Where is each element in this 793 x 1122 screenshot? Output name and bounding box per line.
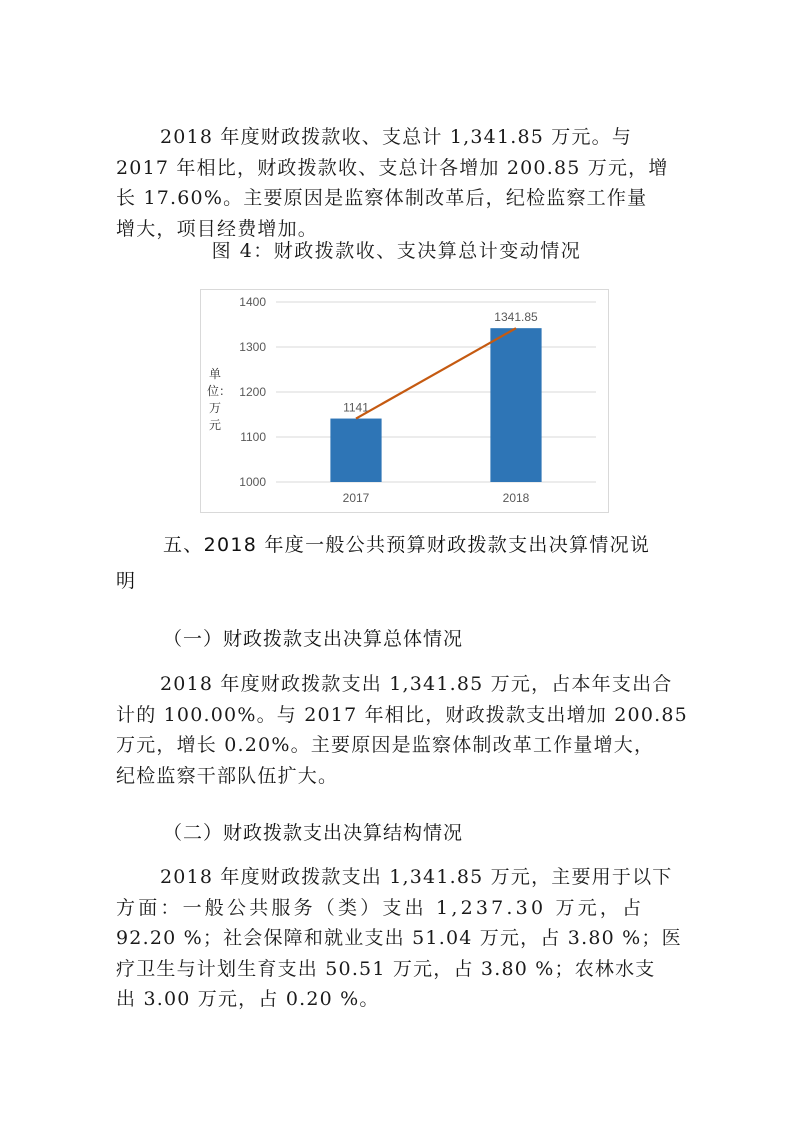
x-tick-label: 2017 — [342, 491, 370, 505]
bar-value-label: 1341.85 — [494, 310, 538, 325]
figure-caption: 图 4：财政拨款收、支决算总计变动情况 — [211, 240, 582, 262]
y-tick-label: 1200 — [239, 385, 266, 399]
subsection-two-title: （二）财政拨款支出决算结构情况 — [163, 822, 464, 844]
y-tick-label: 1300 — [239, 340, 266, 354]
y-tick-label: 1000 — [239, 475, 266, 489]
sub2-line: 方面：一般公共服务（类）支出 1,237.30 万元，占 — [116, 896, 645, 919]
bar-value-label: 1141 — [343, 400, 369, 415]
subsection-one-paragraph — [116, 669, 688, 791]
sub1-line: 万元，增长 0.20%。主要原因是监察体制改革工作量增大， — [116, 734, 655, 756]
y-tick-label: 1400 — [239, 295, 266, 309]
sub1-line: 计的 100.00%。与 2017 年相比，财政拨款支出增加 200.85 — [116, 703, 688, 726]
y-tick-label: 1100 — [240, 430, 266, 444]
x-tick-label: 2018 — [502, 491, 530, 505]
bar — [330, 419, 381, 482]
section-five-title — [163, 530, 650, 557]
section-five-title-line2: 明 — [116, 570, 137, 592]
sub1-line: 纪检监察干部队伍扩大。 — [116, 764, 339, 787]
section-five-title-line1: 五、2018 年度一般公共预算财政拨款支出决算情况说 — [163, 534, 651, 556]
sub1-line: 2018 年度财政拨款支出 1,341.85 万元，占本年支出合 — [160, 673, 673, 695]
y-axis-label: 单位：万元 — [207, 367, 232, 432]
bar-chart — [200, 289, 609, 513]
intro-line: 增大，项目经费增加。 — [116, 217, 319, 240]
sub2-line: 92.20 %；社会保障和就业支出 51.04 万元，占 3.80 %；医 — [116, 927, 682, 949]
intro-line: 2017 年相比，财政拨款收、支总计各增加 200.85 万元，增 — [116, 156, 669, 179]
intro-paragraph — [116, 122, 678, 244]
chart-canvas — [201, 290, 608, 512]
section-five-title-cont — [116, 566, 136, 593]
sub2-line: 2018 年度财政拨款支出 1,341.85 万元，主要用于以下 — [160, 866, 673, 888]
subsection-one-title: （一）财政拨款支出决算总体情况 — [163, 628, 464, 650]
subsection-two-paragraph — [116, 862, 682, 1015]
sub2-line: 出 3.00 万元，占 0.20 %。 — [116, 988, 380, 1010]
sub2-line: 疗卫生与计划生育支出 50.51 万元，占 3.80 %；农林水支 — [116, 957, 656, 980]
intro-line: 长 17.60%。主要原因是监察体制改革后，纪检监察工作量 — [116, 187, 648, 209]
intro-line: 2018 年度财政拨款收、支总计 1,341.85 万元。与 — [160, 126, 633, 148]
bar — [490, 328, 541, 482]
